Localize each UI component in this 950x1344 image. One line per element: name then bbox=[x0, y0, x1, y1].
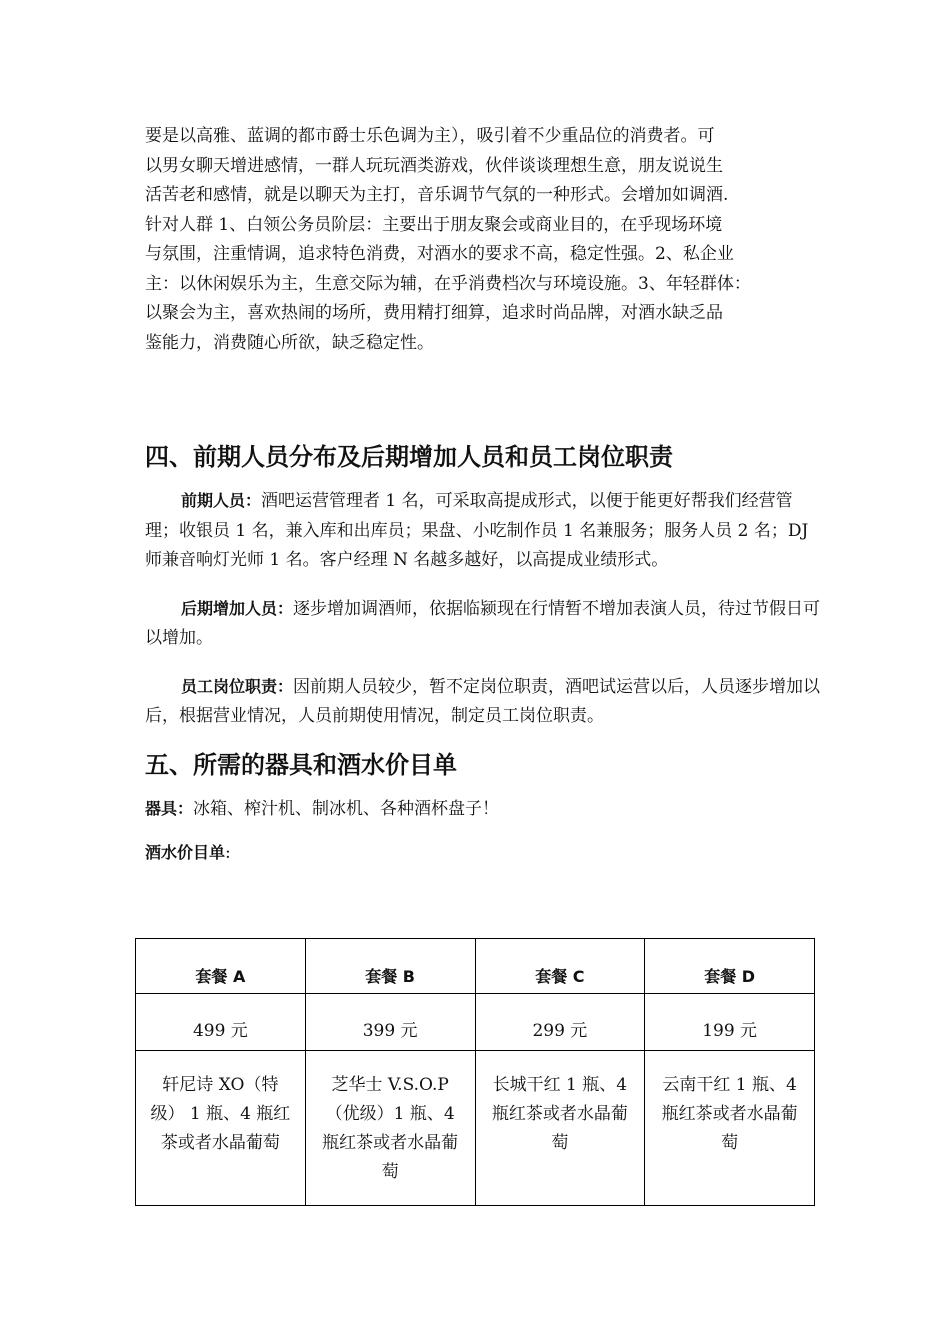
intro-line: 活苦老和感情，就是以聊天为主打，音乐调节气氛的一种形式。会增加如调酒. bbox=[145, 185, 729, 205]
section-4-heading: 四、前期人员分布及后期增加人员和员工岗位职责 bbox=[145, 443, 673, 471]
section-5-heading: 五、所需的器具和酒水价目单 bbox=[145, 750, 457, 779]
intro-line: 针对人群 1、白领公务员阶层：主要出于朋友聚会或商业目的，在乎现场环境 bbox=[145, 214, 723, 235]
package-items-cell: 轩尼诗 XO（特级） 1 瓶、4 瓶红茶或者水晶葡萄 bbox=[136, 1051, 306, 1206]
package-name-cell: 套餐 B bbox=[305, 939, 475, 994]
later-staff-label: 后期增加人员： bbox=[181, 598, 294, 618]
intro-paragraph bbox=[145, 122, 817, 358]
equipment-text: 冰箱、榨汁机、制冰机、各种酒杯盘子！ bbox=[193, 798, 500, 819]
package-name-cell: 套餐 C bbox=[475, 939, 645, 994]
package-price-cell: 499 元 bbox=[136, 994, 306, 1051]
intro-line: 主：以休闲娱乐为主，生意交际为辅，在乎消费档次与环境设施。3、年轻群体： bbox=[145, 273, 751, 294]
price-table bbox=[135, 938, 815, 1206]
package-items-cell: 长城干红 1 瓶、4 瓶红茶或者水晶葡萄 bbox=[475, 1051, 645, 1206]
early-staff-label: 前期人员： bbox=[181, 491, 262, 510]
equipment-label: 器具： bbox=[145, 798, 194, 818]
package-items-cell: 芝华士 V.S.O.P（优级）1 瓶、4 瓶红茶或者水晶葡萄 bbox=[305, 1051, 475, 1206]
duties-text: 因前期人员较少，暂不定岗位职责，酒吧试运营以后，人员逐步增加以后，根据营业情况，人员前期使用情况，制定员工岗位职责。 bbox=[145, 676, 821, 726]
later-staff-text: 逐步增加调酒师，依据临颍现在行情暂不增加表演人员，待过节假日可以增加。 bbox=[145, 598, 821, 648]
package-items-cell: 云南干红 1 瓶、4 瓶红茶或者水晶葡萄 bbox=[645, 1051, 815, 1206]
package-name-row bbox=[136, 939, 815, 994]
document-page bbox=[145, 122, 825, 868]
package-price-cell: 199 元 bbox=[645, 994, 815, 1051]
menu-label: 酒水价目单 bbox=[145, 842, 226, 862]
intro-line: 以男女聊天增进感情，一群人玩玩酒类游戏，伙伴谈谈理想生意，朋友说说生 bbox=[145, 155, 723, 176]
package-name-cell: 套餐 A bbox=[136, 939, 306, 994]
package-price-cell: 399 元 bbox=[305, 994, 475, 1051]
package-price-row bbox=[136, 994, 815, 1051]
menu-colon: : bbox=[225, 842, 231, 863]
equipment-line bbox=[145, 794, 825, 824]
duties-label: 员工岗位职责： bbox=[181, 676, 294, 696]
intro-line: 要是以高雅、蓝调的都市爵士乐色调为主），吸引着不少重品位的消费者。可 bbox=[145, 126, 715, 146]
package-items-row bbox=[136, 1051, 815, 1206]
early-staff-text: 酒吧运营管理者 1 名，可采取高提成形式，以便于能更好帮我们经营管理；收银员 1 名，兼入库和出库员；果盘、小吃制作员 1 名兼服务；服务人员 2 名；DJ 师兼音响灯光师 1 名。客户经理 N 名越多越好，以高提成业绩形式。 bbox=[145, 491, 809, 570]
later-staff-paragraph bbox=[145, 594, 825, 654]
package-name-cell: 套餐 D bbox=[645, 939, 815, 994]
early-staff-paragraph bbox=[145, 486, 825, 576]
package-price-cell: 299 元 bbox=[475, 994, 645, 1051]
intro-line: 以聚会为主，喜欢热闹的场所，费用精打细算，追求时尚品牌，对酒水缺乏品 bbox=[145, 303, 723, 323]
menu-title-line bbox=[145, 838, 825, 868]
intro-line: 鉴能力，消费随心所欲，缺乏稳定性。 bbox=[145, 332, 434, 353]
intro-line: 与氛围，注重情调，追求特色消费，对酒水的要求不高，稳定性强。2、私企业 bbox=[145, 244, 734, 264]
duties-paragraph bbox=[145, 672, 825, 732]
